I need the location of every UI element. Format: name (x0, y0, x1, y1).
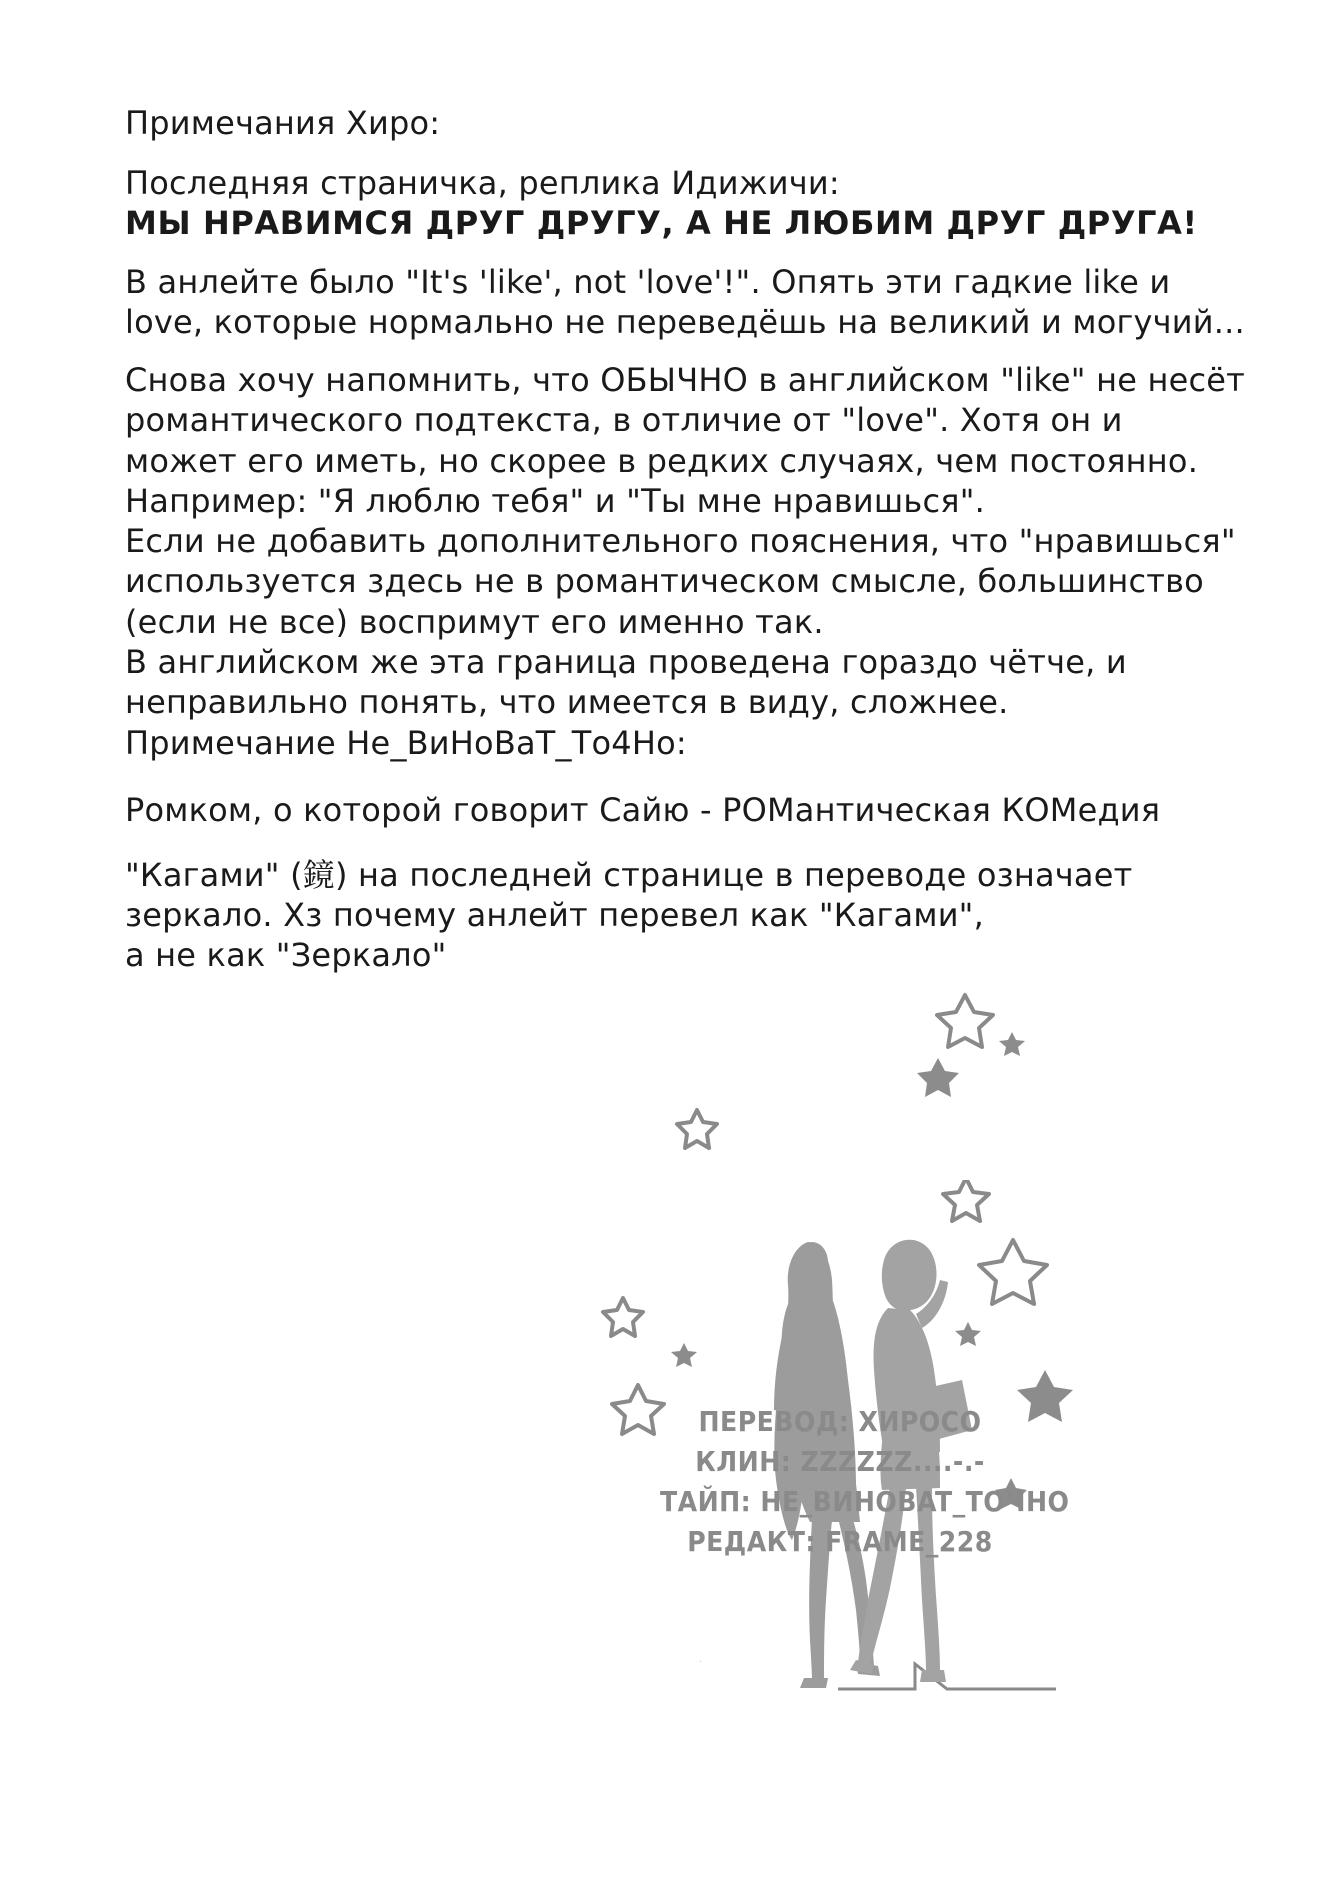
translator-notes-para2-line: "Кагами" (鏡) на последней странице в переводе означает (125, 856, 1133, 894)
hiro-notes-para2-line: Если не добавить дополнительного пояснения, что "нравишься" (125, 522, 1236, 561)
hiro-notes-para2-line: неправильно понять, что имеется в виду, сложнее. (125, 683, 1009, 722)
star-outline-icon (979, 1240, 1047, 1304)
hiro-notes-para1-line: В анлейте было "It's 'like', not 'love'!". Опять эти гадкие like и (125, 263, 1171, 301)
hiro-notes-para2-line: (если не все) воспримут его именно так. (125, 602, 824, 641)
credit-translation: ПЕРЕВОД: ХИРОСО (698, 1405, 982, 1438)
translator-notes-heading: Примечание Не_ВиНоВаТ_То4Но: (125, 724, 687, 762)
hiro-notes-para2-line: может его иметь, но скорее в редких случаях, чем постоянно. (125, 441, 1199, 480)
credit-edit: РЕДАКТ: FRAME_228 (687, 1525, 993, 1558)
star-outline-icon (603, 1298, 643, 1336)
star-outline-icon (937, 995, 993, 1047)
hiro-notes-intro: Последняя страничка, реплика Идижичи: (125, 164, 840, 202)
hiro-notes-para1-line: love, которые нормально не переведёшь на великий и могучий... (125, 303, 1245, 341)
hiro-notes-heading: Примечания Хиро: (125, 104, 441, 142)
star-filled-icon (1017, 1370, 1073, 1422)
credits-block (660, 1402, 1070, 1562)
star-outline-icon (612, 1385, 664, 1434)
hiro-notes-para2-line: Снова хочу напомнить, что ОБЫЧНО в английском "like" не несёт (125, 361, 1245, 399)
star-outline-icon (677, 1110, 717, 1148)
credit-clean: КЛИН: ZZZZZZ....-.- (695, 1445, 985, 1478)
translator-notes-para1-line: Ромком, о которой говорит Сайю - РОМантическая КОМедия (125, 791, 1161, 829)
star-filled-icon (917, 1058, 959, 1097)
credit-type: ТАЙП: НЕ_BИHOBAT_TOЧHO (660, 1485, 1070, 1518)
translator-notes-para2-line: а не как "Зеркало" (125, 936, 447, 974)
hiro-notes-quote: МЫ НРАВИМСЯ ДРУГ ДРУГУ, А НЕ ЛЮБИМ ДРУГ ДРУГА! (125, 204, 1198, 242)
hiro-notes-para2-line: используется здесь не в романтическом смысле, большинство (125, 562, 1204, 601)
star-filled-icon (999, 1032, 1025, 1056)
translator-notes-para2-line: зеркало. Хз почему анлейт перевел как "Кагами", (125, 896, 984, 934)
star-filled-icon (671, 1343, 697, 1367)
hiro-notes-para2-line: Например: "Я люблю тебя" и "Ты мне нравишься". (125, 481, 985, 520)
hiro-notes-para2-line: В английском же эта граница проведена гораздо чётче, и (125, 643, 1127, 682)
star-filled-icon (955, 1322, 981, 1346)
hiro-notes-para2-line: романтического подтекста, в отличие от "love". Хотя он и (125, 401, 1123, 440)
